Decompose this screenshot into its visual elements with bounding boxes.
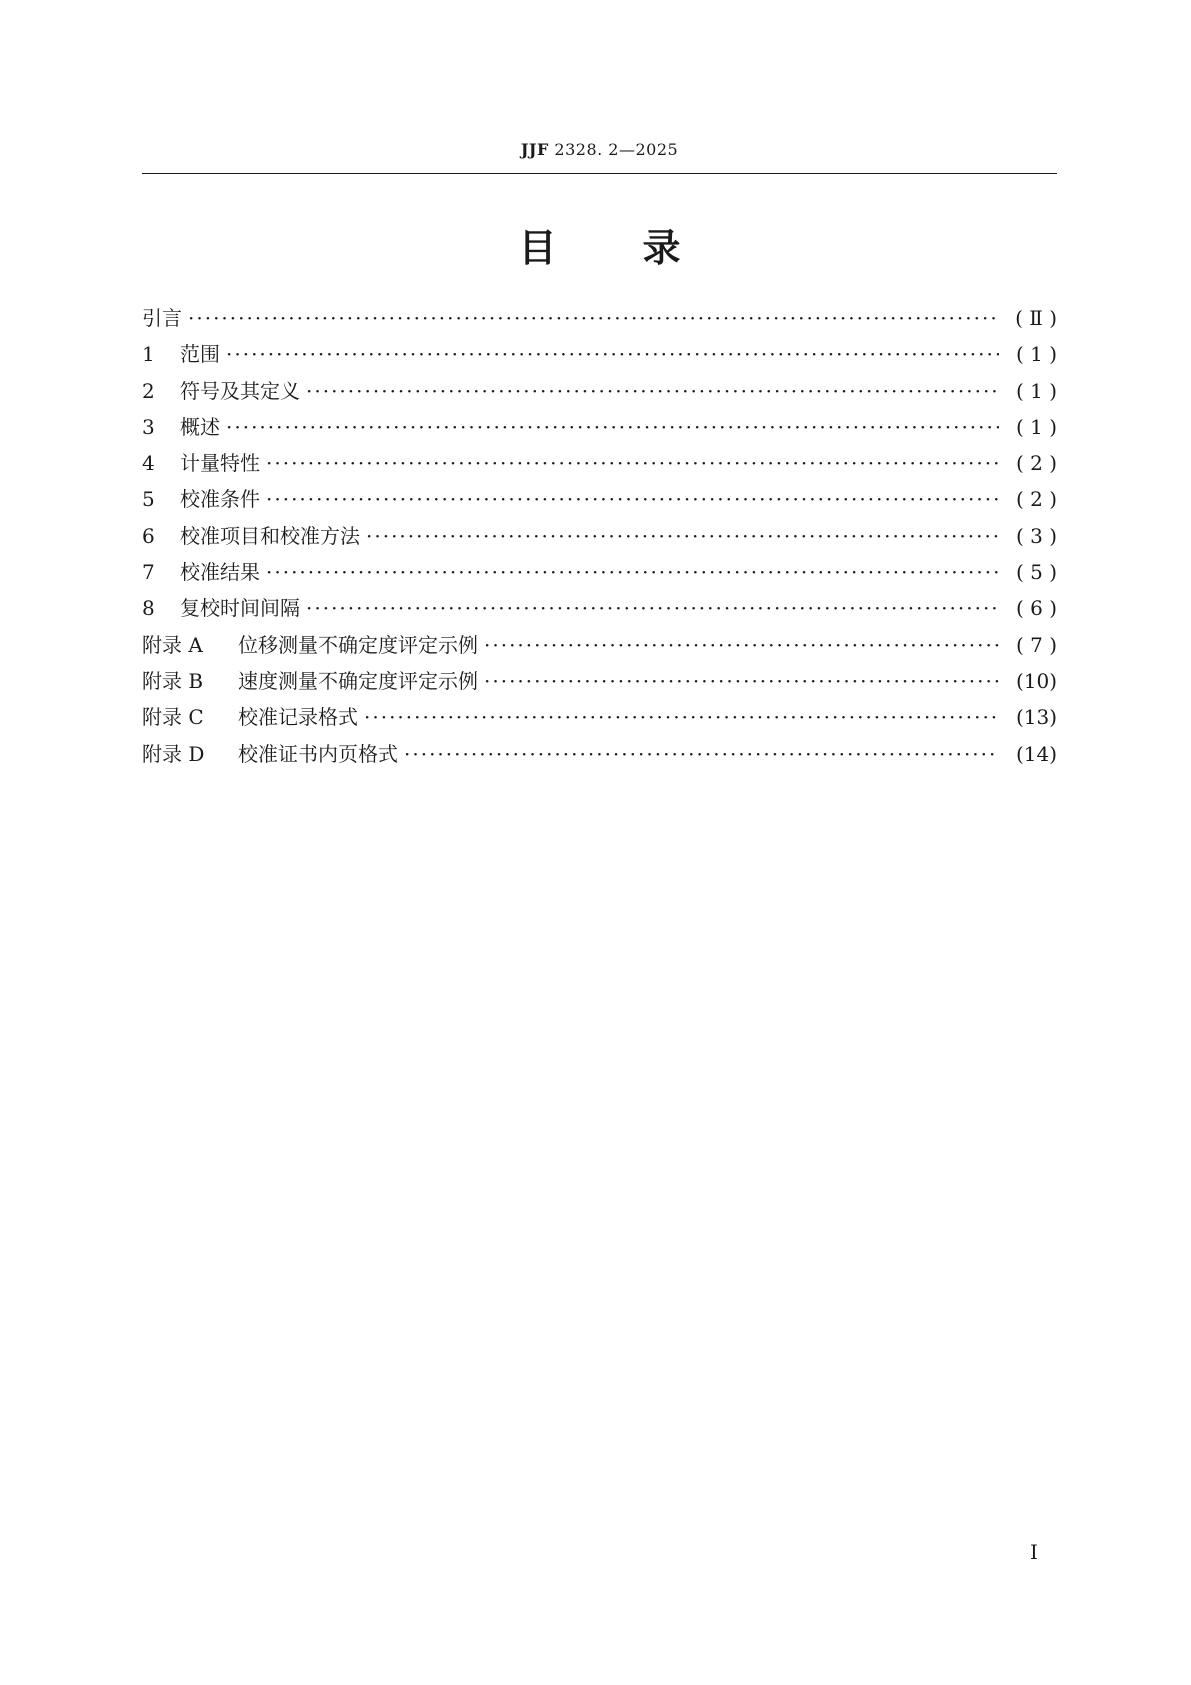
toc-dot-leader: [188, 306, 999, 330]
toc-entry-1[interactable]: [142, 338, 1057, 374]
toc-entry-label: 概述: [180, 414, 220, 439]
page-title-char-2: 录: [642, 226, 681, 270]
toc-entry-page: ( 6 ): [1015, 596, 1057, 621]
toc-entry-label: 校准条件: [180, 487, 260, 512]
toc-entry-page: ( 1 ): [1015, 378, 1057, 403]
toc-dot-leader: [366, 524, 999, 548]
toc-dot-leader: [484, 633, 999, 657]
toc-entry-label: 校准证书内页格式: [238, 741, 398, 766]
toc-entry-label: 引言: [142, 306, 182, 330]
toc-entry-page: (14): [1015, 741, 1057, 766]
toc-entry-page: ( Ⅱ ): [1015, 306, 1057, 330]
toc-dot-leader: [306, 379, 999, 403]
toc-entry-label: 复校时间间隔: [180, 596, 300, 621]
toc-entry-8[interactable]: [142, 592, 1057, 628]
toc-entry-appendix-d[interactable]: [142, 738, 1057, 774]
toc-entry-page: ( 2 ): [1015, 487, 1057, 512]
page-number: Ⅰ: [1030, 1540, 1038, 1564]
toc-entry-label: 计量特性: [180, 451, 260, 476]
toc-entry-page: ( 3 ): [1015, 523, 1057, 548]
toc-entry-label: 速度测量不确定度评定示例: [238, 668, 478, 693]
toc-dot-leader: [266, 451, 999, 475]
toc-entry-page: ( 7 ): [1015, 632, 1057, 657]
toc-dot-leader: [266, 487, 999, 511]
toc-entry-label: 校准项目和校准方法: [180, 523, 360, 548]
header-rule: [142, 173, 1057, 174]
toc-entry-label: 校准结果: [180, 560, 260, 585]
toc-entry-page: (13): [1015, 705, 1057, 730]
toc-entry-appendix-a[interactable]: [142, 629, 1057, 665]
toc-entry-appendix-c[interactable]: [142, 701, 1057, 737]
toc-dot-leader: [266, 560, 999, 584]
toc-entry-page: (10): [1015, 668, 1057, 693]
toc-entry-number: 1: [142, 342, 155, 367]
document-code-header: [142, 140, 1057, 159]
toc-entry-4[interactable]: [142, 447, 1057, 483]
toc-entry-intro[interactable]: [142, 302, 1057, 338]
toc-entry-number: 2: [142, 378, 155, 403]
toc-entry-3[interactable]: [142, 411, 1057, 447]
document-code-number: 2328. 2—2025: [548, 140, 679, 159]
toc-entry-page: ( 5 ): [1015, 560, 1057, 585]
toc-entry-label: 校准记录格式: [238, 705, 358, 730]
toc-entry-label: 位移测量不确定度评定示例: [238, 632, 478, 657]
toc-dot-leader: [226, 415, 999, 439]
document-code-prefix: JJF: [520, 140, 549, 159]
page-title-char-1: 目: [518, 226, 557, 270]
page-title: [142, 218, 1057, 278]
toc-entry-7[interactable]: [142, 556, 1057, 592]
toc-entry-6[interactable]: [142, 520, 1057, 556]
table-of-contents: [142, 302, 1057, 774]
toc-entry-label: 范围: [180, 342, 220, 367]
toc-entry-number: 3: [142, 414, 155, 439]
toc-entry-label: 符号及其定义: [180, 378, 300, 403]
toc-dot-leader: [306, 596, 999, 620]
toc-dot-leader: [484, 669, 999, 693]
toc-entry-number: 附录 B: [142, 668, 204, 693]
toc-entry-number: 6: [142, 523, 155, 548]
toc-dot-leader: [226, 342, 999, 366]
toc-dot-leader: [364, 705, 999, 729]
toc-entry-appendix-b[interactable]: [142, 665, 1057, 701]
toc-entry-number: 附录 D: [142, 741, 205, 766]
toc-entry-number: 8: [142, 596, 155, 621]
toc-entry-number: 5: [142, 487, 155, 512]
toc-entry-page: ( 1 ): [1015, 342, 1057, 367]
toc-entry-page: ( 1 ): [1015, 414, 1057, 439]
toc-entry-2[interactable]: [142, 375, 1057, 411]
toc-entry-number: 附录 C: [142, 705, 204, 730]
toc-entry-page: ( 2 ): [1015, 451, 1057, 476]
toc-entry-number: 7: [142, 560, 155, 585]
toc-entry-5[interactable]: [142, 483, 1057, 519]
toc-entry-number: 附录 A: [142, 632, 203, 657]
toc-dot-leader: [404, 742, 999, 766]
toc-entry-number: 4: [142, 451, 155, 476]
